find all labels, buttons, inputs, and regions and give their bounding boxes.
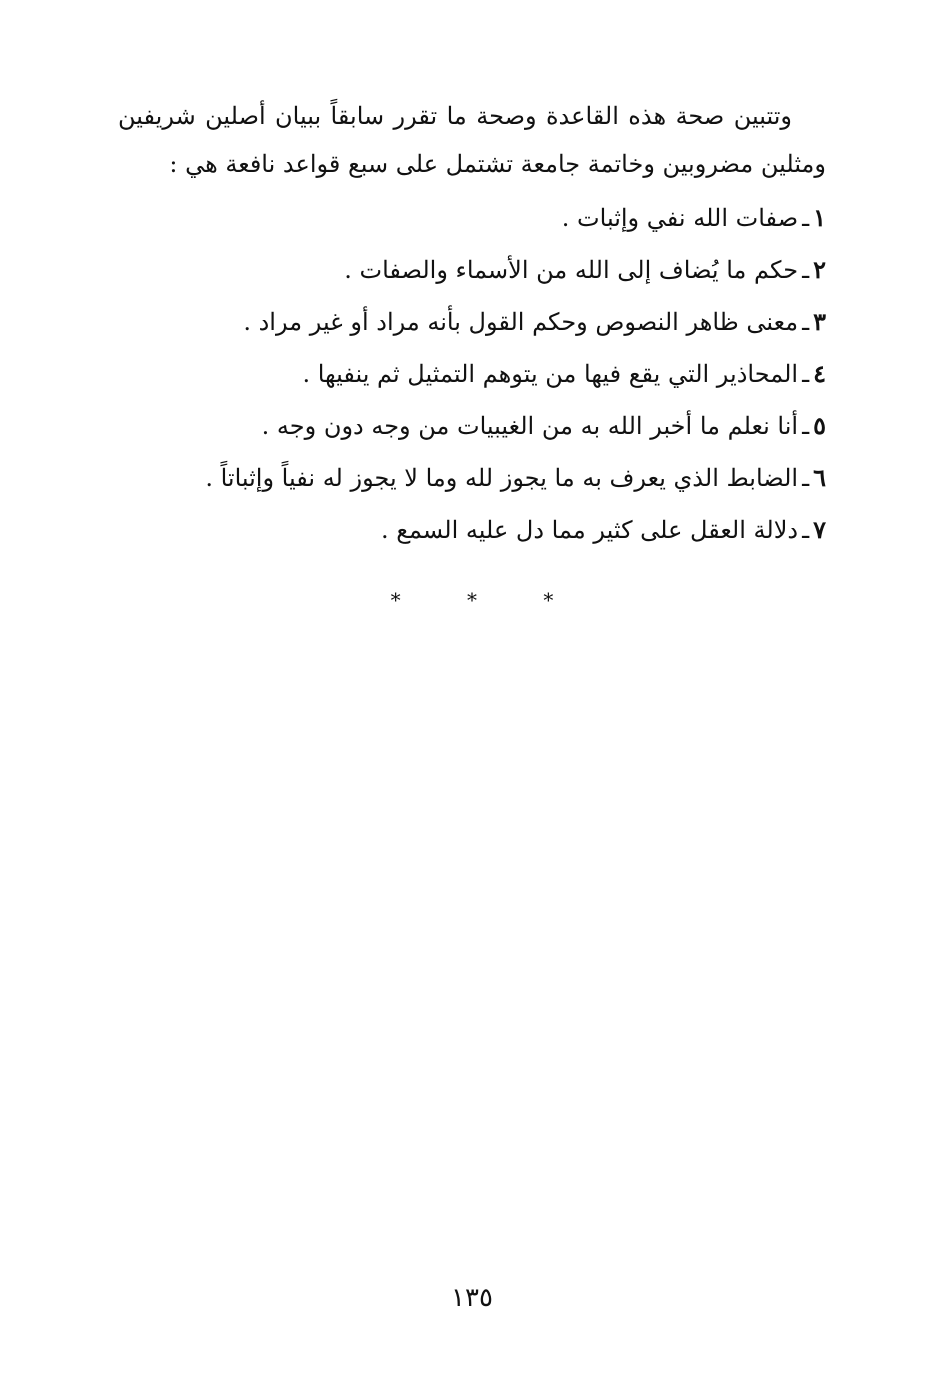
rule-number: ٤ [813, 359, 826, 388]
rule-number: ٧ [813, 515, 826, 544]
rule-item-1 [118, 192, 826, 244]
rule-separator: ـ [802, 204, 810, 232]
rule-separator: ـ [802, 412, 810, 440]
page-number: ١٣٥ [451, 1283, 493, 1313]
rule-number: ٥ [813, 411, 826, 440]
rule-text: دلالة العقل على كثير مما دل عليه السمع . [380, 516, 799, 544]
rule-number: ١ [813, 203, 826, 232]
rule-text: المحاذير التي يقع فيها من يتوهم التمثيل ثم ينفيها . [302, 360, 799, 388]
rules-list [118, 192, 826, 556]
rule-text: معنى ظاهر النصوص وحكم القول بأنه مراد أو غير مراد . [243, 308, 799, 336]
rule-text: الضابط الذي يعرف به ما يجوز لله وما لا يجوز له نفياً وإثباتاً . [205, 464, 799, 492]
rule-separator: ـ [802, 464, 810, 492]
rule-text: حكم ما يُضاف إلى الله من الأسماء والصفات . [344, 256, 799, 284]
rule-text: صفات الله نفي وإثبات . [561, 204, 799, 232]
rule-number: ٢ [813, 255, 826, 284]
rule-item-3 [118, 296, 826, 348]
rule-separator: ـ [802, 360, 810, 388]
body-text [118, 92, 826, 556]
rule-item-6 [118, 452, 826, 504]
intro-paragraph: وتتبين صحة هذه القاعدة وصحة ما تقرر سابقاً ببيان أصلين شريفين ومثلين مضروبين وخاتمة جامعة تشتمل على سبع قواعد نافعة هي : [118, 102, 826, 178]
rule-separator: ـ [802, 308, 810, 336]
rule-number: ٣ [813, 307, 826, 336]
rule-item-4 [118, 348, 826, 400]
rule-item-7 [118, 504, 826, 556]
rule-item-2 [118, 244, 826, 296]
rule-separator: ـ [802, 256, 810, 284]
rule-separator: ـ [802, 516, 810, 544]
rule-number: ٦ [813, 463, 826, 492]
rule-text: أنا نعلم ما أخبر الله به من الغيبيات من وجه دون وجه . [261, 412, 799, 440]
section-divider-asterisks: * * * [390, 588, 584, 612]
rule-item-5 [118, 400, 826, 452]
